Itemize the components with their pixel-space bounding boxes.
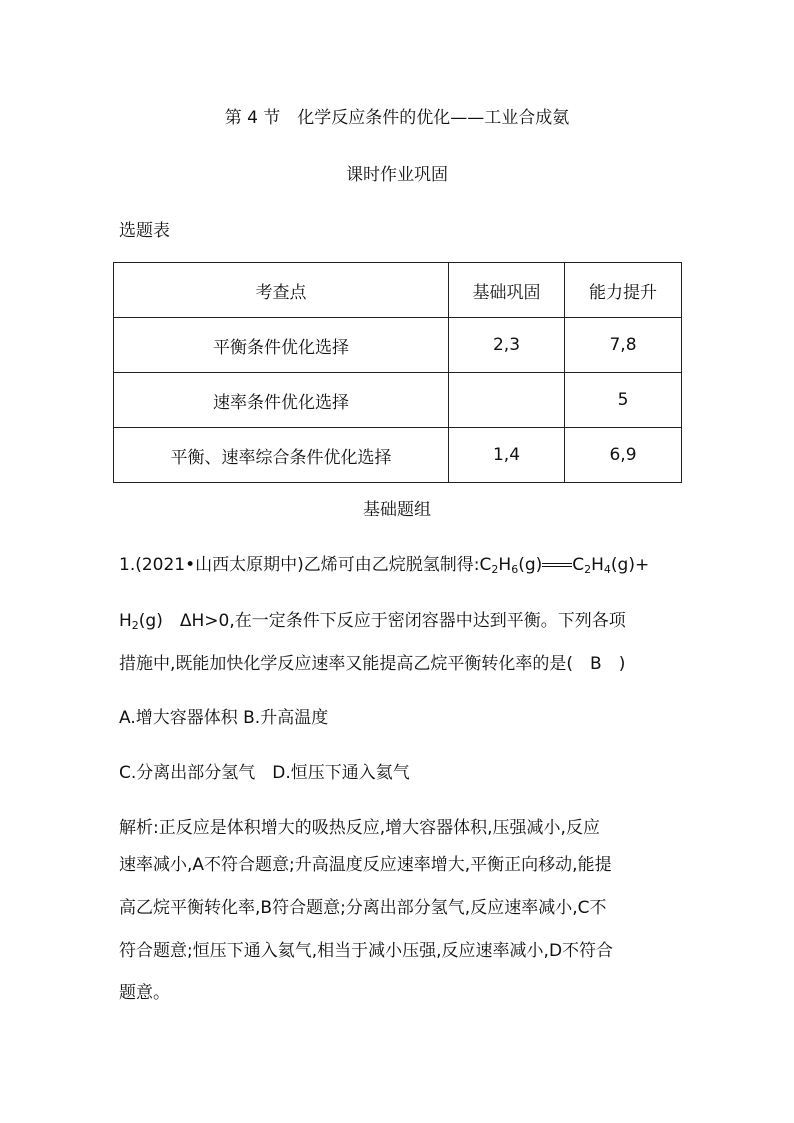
table-cell: 平衡条件优化选择 (114, 318, 449, 373)
formula-text: (g)+ (610, 555, 650, 575)
formula-text: (g) (138, 611, 163, 631)
table-cell: 平衡、速率综合条件优化选择 (114, 428, 449, 483)
option-a-b: A.增大容器体积 B.升高温度 (119, 708, 329, 728)
page-subtitle: 课时作业巩固 (346, 165, 448, 185)
formula-text: (g) (518, 555, 543, 575)
explanation-line: 速率减小,A不符合题意;升高温度反应速率增大,平衡正向移动,能提 (119, 855, 612, 875)
section-heading: 基础题组 (363, 500, 431, 520)
formula-ethylene (572, 555, 649, 575)
question-1-prefix: 1.(2021•山西太原期中)乙烯可由乙烷脱氢制得: (119, 555, 480, 575)
page-title: 第 4 节 化学反应条件的优化——工业合成氨 (224, 108, 570, 128)
table-cell: 1,4 (449, 428, 565, 483)
table-cell: 6,9 (565, 428, 682, 483)
question-1-line-2 (119, 606, 626, 632)
table-cell: 5 (565, 373, 682, 428)
explanation-line: 题意。 (119, 983, 170, 1003)
table-cell (449, 373, 565, 428)
option-c-d: C.分离出部分氢气 D.恒压下通入氦气 (119, 763, 410, 783)
table-header-cell: 考查点 (114, 263, 449, 318)
explanation-line: 符合题意;恒压下通入氦气,相当于减小压强,反应速率减小,D不符合 (119, 941, 614, 961)
formula-subscript: 6 (511, 563, 519, 576)
equilibrium-arrow-icon (542, 561, 572, 569)
table-label: 选题表 (119, 221, 170, 241)
explanation-line: 解析:正反应是体积增大的吸热反应,增大容器体积,压强减小,反应 (119, 818, 600, 838)
table-cell: 速率条件优化选择 (114, 373, 449, 428)
question-1-line-3: 措施中,既能加快化学反应速率又能提高乙烷平衡转化率的是( B ) (119, 654, 626, 674)
formula-subscript: 2 (584, 563, 592, 576)
formula-text: H (498, 555, 512, 575)
table-row (114, 373, 682, 428)
formula-text: H (119, 611, 132, 631)
formula-text: C (479, 555, 492, 575)
question-1-line-2-text: ΔH>0,在一定条件下反应于密闭容器中达到平衡。下列各项 (162, 611, 626, 631)
formula-text: H (591, 555, 604, 575)
table-row (114, 428, 682, 483)
table-cell: 2,3 (449, 318, 565, 373)
question-1-line-1 (119, 550, 649, 576)
explanation-line: 高乙烷平衡转化率,B符合题意;分离出部分氢气,反应速率减小,C不 (119, 898, 607, 918)
formula-ethane (480, 555, 543, 575)
formula-subscript: 2 (491, 563, 499, 576)
formula-text: C (572, 555, 585, 575)
table-row (114, 318, 682, 373)
formula-subscript: 2 (131, 619, 139, 632)
table-cell: 7,8 (565, 318, 682, 373)
formula-subscript: 4 (603, 563, 611, 576)
formula-hydrogen (119, 611, 163, 631)
topic-table (113, 262, 682, 483)
table-header-cell: 能力提升 (565, 263, 682, 318)
table-header-row (114, 263, 682, 318)
table-header-cell: 基础巩固 (449, 263, 565, 318)
